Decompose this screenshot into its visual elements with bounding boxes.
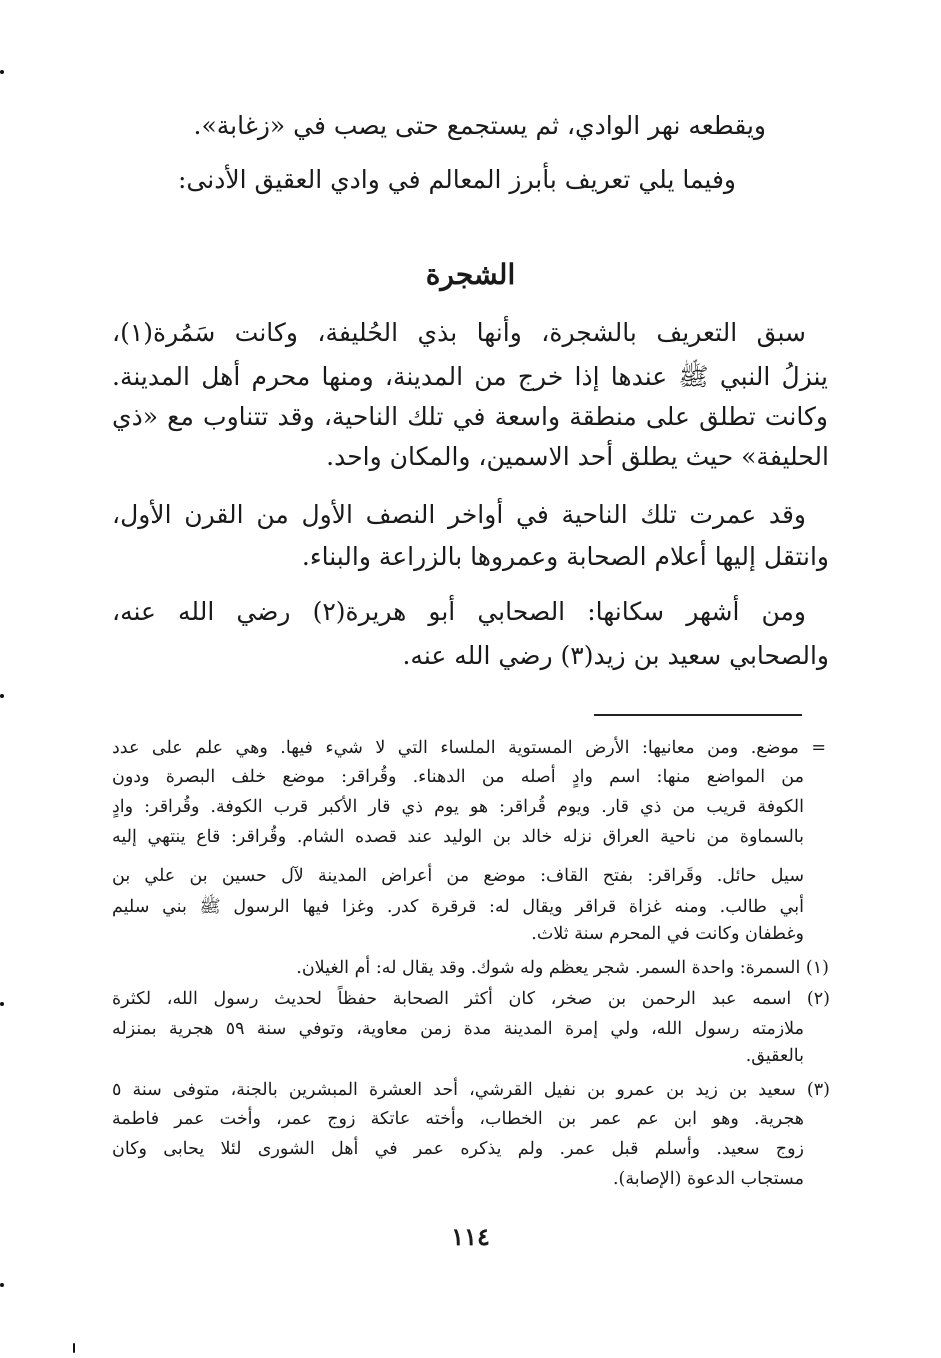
text-line: ينزلُ النبي ﷺ عندها إذا خرج من المدينة، ومنها محرم أهل المدينة. — [112, 362, 828, 391]
section-heading: الشجرة — [425, 258, 516, 291]
footnote-line: = موضع. ومن معانيها: الأرض المستوية الملساء التي لا شيء فيها. وهي علم على عدد — [112, 738, 826, 758]
scan-speck — [0, 694, 4, 698]
footnote-line: الكوفة قريب من ذي قار. ويوم قُراقر: هو يوم ذي قار الأكبر قرب الكوفة. وقُراقر: وادٍ — [112, 797, 804, 817]
footnote-line: وغطفان وكانت في المحرم سنة ثلاث. — [531, 924, 804, 944]
text-line: وفيما يلي تعريف بأبرز المعالم في وادي العقيق الأدنى: — [177, 165, 736, 194]
footnote-separator — [594, 714, 802, 716]
footnote-line: ملازمته رسول الله، ولي إمرة المدينة مدة زمن معاوية، وتوفي سنة ٥٩ هجرية بمنزله — [112, 1019, 805, 1039]
text-line: وقد عمرت تلك الناحية في أواخر النصف الأول من القرن الأول، — [112, 500, 806, 529]
footnote-line: من المواضع منها: اسم وادٍ أصله من الدهناء. وقُراقر: موضع خلف البصرة ودون — [112, 767, 804, 787]
page-number: ١١٤ — [451, 1222, 490, 1251]
footnote-line: مستجاب الدعوة (الإصابة). — [612, 1169, 804, 1189]
footnote-line: بالعقيق. — [745, 1046, 804, 1066]
footnote-1: (١) السمرة: واحدة السمر. شجر يعظم وله شوك. وقد يقال له: أم الغيلان. — [296, 958, 829, 978]
scan-speck — [73, 1343, 75, 1353]
scan-speck — [0, 1283, 4, 1287]
text-line: والصحابي سعيد بن زيد(٣) رضي الله عنه. — [402, 641, 829, 670]
footnote-line: أبي طالب. ومنه غزاة قراقر ويقال له: قرقرة كدر. وغزا فيها الرسول ﷺ بني سليم — [112, 897, 804, 917]
scan-speck — [0, 1002, 4, 1006]
footnote-line: هجرية. وهو ابن عم عمر بن الخطاب، وأخته عاتكة زوج عمر، وأخت عمر فاطمة — [112, 1109, 804, 1129]
footnote-line: سيل حائل. وقَراقر: بفتح القاف: موضع من أعراض المدينة لآل حسين بن علي بن — [112, 866, 804, 886]
footnote-line: زوج سعيد. وأسلم قبل عمر. ولم يذكره عمر في أهل الشورى لئلا يحابى وكان — [112, 1139, 804, 1159]
text-line: ويقطعه نهر الوادي، ثم يستجمع حتى يصب في «زغابة». — [193, 111, 766, 140]
text-line: سبق التعريف بالشجرة، وأنها بذي الحُليفة، وكانت سَمُرة(١)، — [112, 318, 806, 347]
footnote-2: (٢) اسمه عبد الرحمن بن صخر، كان أكثر الصحابة حفظاً لحديث رسول الله، لكثرة — [112, 989, 830, 1009]
text-line: وانتقل إليها أعلام الصحابة وعمروها بالزراعة والبناء. — [301, 542, 829, 571]
text-line: الحليفة» حيث يطلق أحد الاسمين، والمكان واحد. — [326, 442, 829, 471]
text-line: وكانت تطلق على منطقة واسعة في تلك الناحية، وقد تتناوب مع «ذي — [112, 402, 828, 431]
text-line: ومن أشهر سكانها: الصحابي أبو هريرة(٢) رضي الله عنه، — [112, 597, 806, 626]
scan-speck — [0, 70, 4, 74]
footnote-line: بالسماوة من ناحية العراق نزله خالد بن الوليد عند قصده الشام. وقُراقر: قاع ينتهي إليه — [112, 827, 804, 847]
footnote-3: (٣) سعيد بن زيد بن عمرو بن نفيل القرشي، أحد العشرة المبشرين بالجنة، متوفى سنة ٥ — [112, 1080, 830, 1100]
